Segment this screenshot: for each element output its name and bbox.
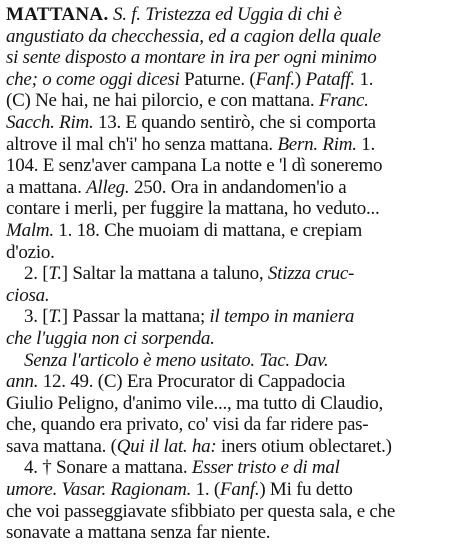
entry-text: Stizza cruc- (267, 263, 355, 285)
entry-text: altrove il mal ch'i' ho senza mattana. (6, 133, 278, 155)
entry-text: Giulio Peligno, d'animo vile..., ma tutto di Claudio, (6, 392, 384, 414)
entry-text: umore. Vasar. Ragionam. (6, 479, 192, 501)
entry-text: 1. (356, 133, 375, 155)
entry-text: Franc. (318, 90, 369, 112)
entry-text: il tempo in maniera (209, 306, 355, 328)
entry-text: si sente disposto a montare in ira per ogni minimo (6, 47, 377, 69)
entry-line (6, 350, 463, 372)
entry-text: d'ozio. (6, 241, 55, 263)
entry-text: sava mattana. ( (6, 435, 117, 457)
entry-text: 104. E senz'aver campana La notte e 'l dì soneremo (6, 155, 383, 177)
entry-text: 3. [ (24, 306, 49, 328)
entry-text: 1. 18. Che muoiam di mattana, e crepiam (53, 219, 362, 241)
entry-line (6, 522, 463, 544)
entry-line (6, 242, 463, 264)
entry-text: Sacch. Rim. (6, 111, 94, 133)
entry-text: ciosa. (6, 284, 50, 306)
entry-text: Pataff. (305, 68, 355, 90)
entry-text: Qui il lat. ha: (116, 435, 217, 457)
entry-line (6, 328, 463, 350)
entry-text: che voi passeggiavate sfibbiato per questa sala, e che (6, 500, 396, 522)
entry-text: 2. [ (24, 263, 49, 285)
entry-text: che, quando era privato, co' visi da far ridere pas- (6, 414, 369, 436)
entry-line (6, 501, 463, 523)
entry-text: angustiato da checchessia, ed a cagion della quale (6, 25, 381, 47)
entry-line (6, 457, 463, 479)
entry-text: Alleg. (86, 176, 130, 198)
entry-text: che; o come oggi dicesi (6, 68, 185, 90)
entry-text: S. f. Tristezza ed Uggia di chi è (108, 4, 342, 25)
entry-line (6, 69, 463, 91)
entry-line (6, 177, 463, 199)
entry-text: T. (48, 263, 62, 285)
entry-line (6, 479, 463, 501)
entry-text: Fanf. (219, 479, 260, 501)
entry-line (6, 155, 463, 177)
entry-line (6, 306, 463, 328)
entry-text: contare i merli, per fuggire la mattana, ho veduto... (6, 198, 380, 220)
entry-text: T. (48, 306, 62, 328)
entry-text: ] Saltar la mattana a taluno, (61, 263, 268, 285)
entry-line (6, 285, 463, 307)
entry-line (6, 26, 463, 48)
entry-line (6, 198, 463, 220)
entry-line (6, 112, 463, 134)
entry-text: 4. † Sonare a mattana. (24, 457, 192, 479)
entry-text: a mattana. (6, 176, 87, 198)
entry-text: Fanf. (255, 68, 295, 90)
entry-text: 1. ( (191, 479, 220, 501)
entry-text: iners otium oblectaret.) (216, 435, 392, 457)
entry-line (6, 134, 463, 156)
entry-text: 1. (354, 68, 374, 90)
entry-text: Bern. Rim. (277, 133, 357, 155)
entry-text: ann. (6, 371, 39, 393)
entry-text: ) Mi fu detto (259, 479, 353, 501)
entry-line (6, 393, 463, 415)
entry-text: ] Passar la mattana; (61, 306, 210, 328)
entry-text: 12. 49. (C) Era Procurator di Cappadocia (38, 371, 346, 393)
entry-line (6, 414, 463, 436)
entry-line (6, 436, 463, 458)
entry-text: Paturne. ( (184, 68, 256, 90)
entry-text: Esser tristo e di mal (191, 457, 340, 479)
entry-text: 250. Ora in andandomen'io a (129, 176, 347, 198)
headword: MATTANA. (6, 4, 109, 25)
entry-line (6, 4, 463, 26)
entry-text: 13. E quando sentirò, che si comporta (93, 111, 376, 133)
entry-line (6, 263, 463, 285)
entry-text: Malm. (6, 219, 54, 241)
entry-text: che l'uggia non ci sorpenda. (6, 327, 215, 349)
entry-line (6, 90, 463, 112)
entry-text: (C) Ne hai, ne hai pilorcio, e con mattana. (6, 90, 319, 112)
entry-text: ) (294, 68, 306, 90)
entry-line (6, 220, 463, 242)
entry-text: sonavate a mattana senza far niente. (6, 522, 271, 544)
entry-line (6, 47, 463, 69)
entry-line (6, 371, 463, 393)
entry-text: Senza l'articolo è meno usitato. Tac. Dav. (24, 349, 329, 371)
